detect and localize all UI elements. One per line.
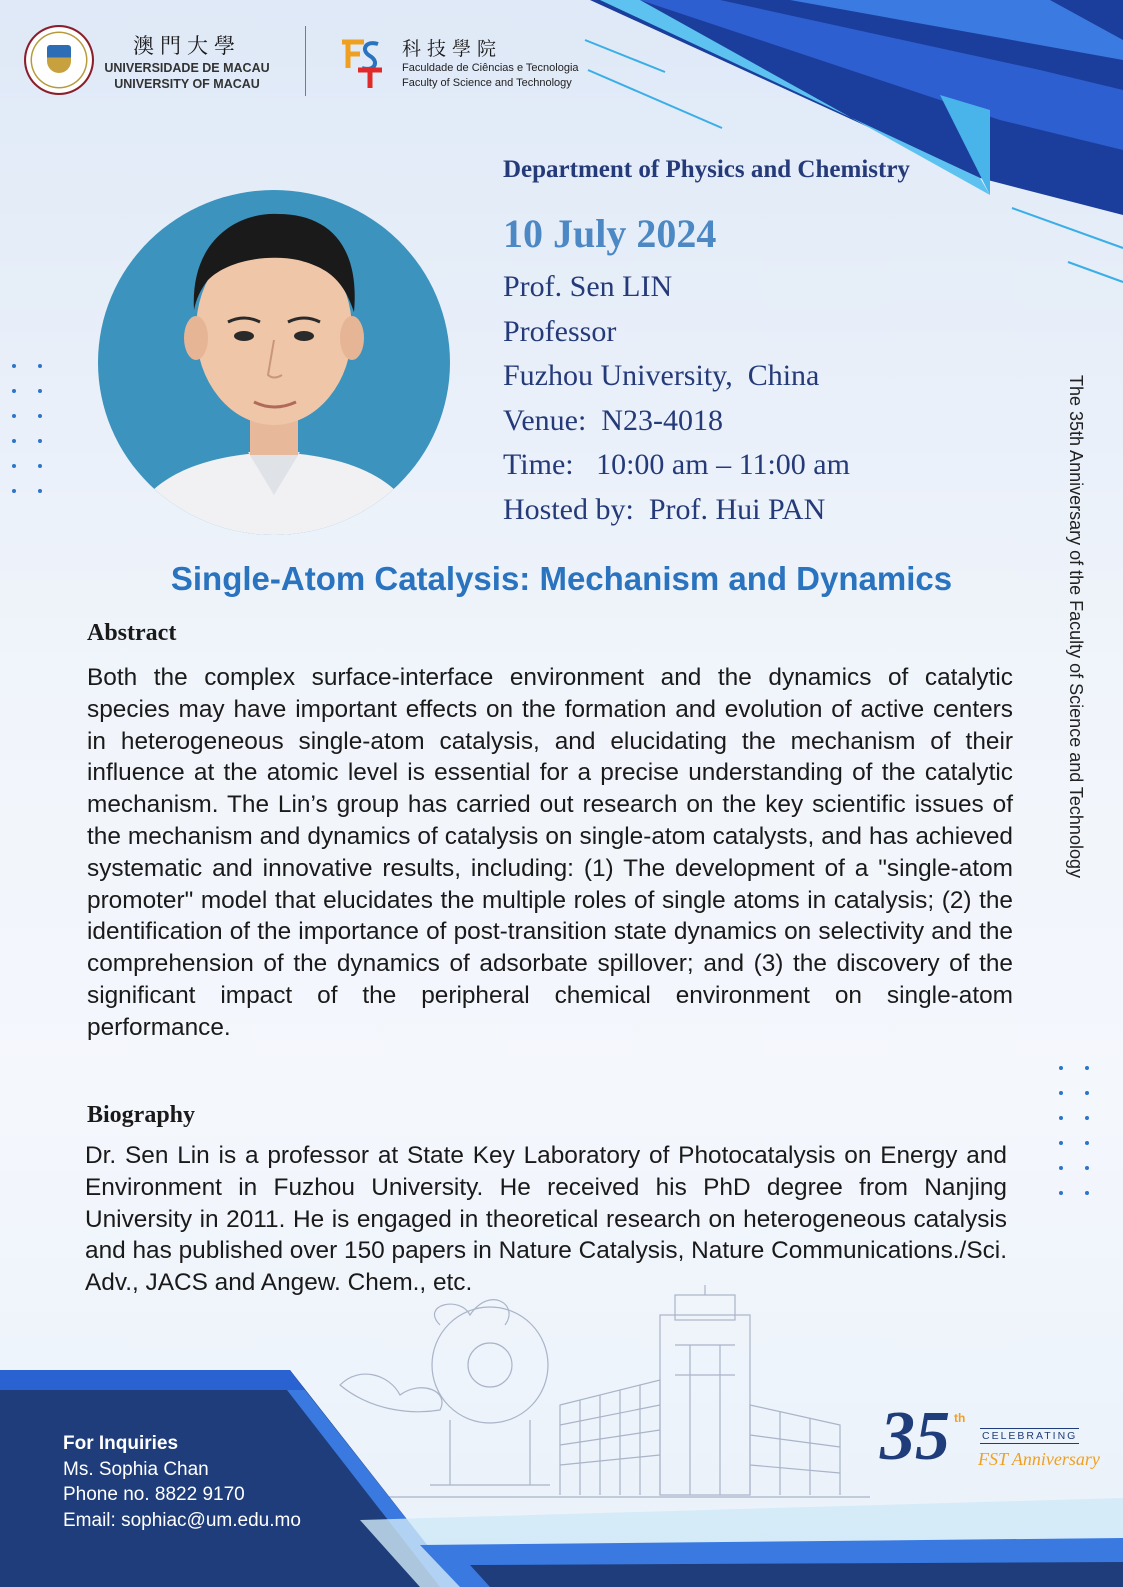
event-details — [503, 265, 850, 532]
biography-text: Dr. Sen Lin is a professor at State Key Laboratory of Photocatalysis on Energy and Environment in Fuzhou University. He received his PhD degree from Nanjing University in 2011. He is engaged in theoretical research on heterogeneous catalysis and has published over 150 papers in Nature Catalysis, Nature Communications./Sci. Adv., JACS and Angew. Chem., etc. — [85, 1142, 1007, 1297]
inquiries-contact: Ms. Sophia Chan — [63, 1458, 209, 1480]
um-english-name: UNIVERSITY OF MACAU — [114, 77, 260, 91]
event-venue: Venue: N23-4018 — [503, 403, 723, 437]
abstract-text: Both the complex surface-interface environment and the dynamics of catalytic species may have important effects on the formation and evolution of active centers in heterogeneous single-atom catalysis, and elucidating the mechanism of their influence at the atomic level is essential for a precise understanding of the catalytic mechanism. The Lin’s group has carried out research on the key scientific issues of the mechanism and dynamics of catalysis on single-atom catalysts, and has achieved systematic and innovative results, including: (1) The development of a "single-atom promoter" model that elucidates the multiple roles of single atoms in catalysis; (2) the identification of the importance of post-transition state dynamics on selectivity and the comprehension of the dynamics of adsorbate spillover; and (3) the discovery of the significant impact of the peripheral chemical environment on single-atom performance. — [87, 664, 1013, 1041]
side-text-label: The 35th Anniversary of the Faculty of Science and Technology — [1066, 375, 1086, 878]
fst-logo — [338, 34, 386, 90]
inquiries-heading: For Inquiries — [63, 1433, 179, 1454]
abstract-heading: Abstract — [87, 620, 177, 646]
anniversary-side-text — [1065, 375, 1095, 955]
fst-portuguese-name: Faculdade de Ciências e Tecnologia — [402, 62, 579, 74]
event-date: 10 July 2024 — [503, 211, 717, 256]
department-name: Department of Physics and Chemistry — [503, 156, 910, 183]
fst-english-name: Faculty of Science and Technology — [402, 77, 572, 89]
speaker-photo — [98, 190, 450, 535]
inquiries-email[interactable]: Email: sophiac@um.edu.mo — [63, 1509, 301, 1531]
event-host: Hosted by: Prof. Hui PAN — [503, 492, 826, 526]
anniversary-label: FST Anniversary — [978, 1449, 1100, 1469]
anniversary-celebrating: CELEBRATING — [982, 1430, 1078, 1442]
speaker-position: Professor — [503, 314, 617, 348]
speaker-name: Prof. Sen LIN — [503, 270, 673, 303]
speaker-affiliation: Fuzhou University, China — [503, 359, 820, 392]
inquiries-phone: Phone no. 8822 9170 — [63, 1484, 245, 1505]
fst-wordmark — [402, 34, 579, 91]
um-portuguese-name: UNIVERSIDADE DE MACAU — [104, 61, 270, 75]
anniversary-number: 35 — [880, 1398, 950, 1475]
biography-heading: Biography — [87, 1102, 196, 1128]
fst-chinese-name: 科技學院 — [402, 38, 503, 60]
logo-divider — [305, 26, 306, 96]
anniversary-logo — [880, 1398, 1100, 1495]
dot-grid-right — [1059, 1066, 1103, 1196]
um-chinese-name: 澳門大學 — [133, 34, 241, 58]
dot-grid-left — [12, 364, 56, 494]
um-wordmark — [102, 30, 272, 92]
um-seal-logo — [24, 25, 94, 95]
event-time: Time: 10:00 am – 11:00 am — [503, 448, 850, 481]
talk-title: Single-Atom Catalysis: Mechanism and Dynamics — [170, 560, 953, 597]
anniversary-suffix: th — [954, 1411, 966, 1425]
inquiries-block — [63, 1431, 301, 1533]
